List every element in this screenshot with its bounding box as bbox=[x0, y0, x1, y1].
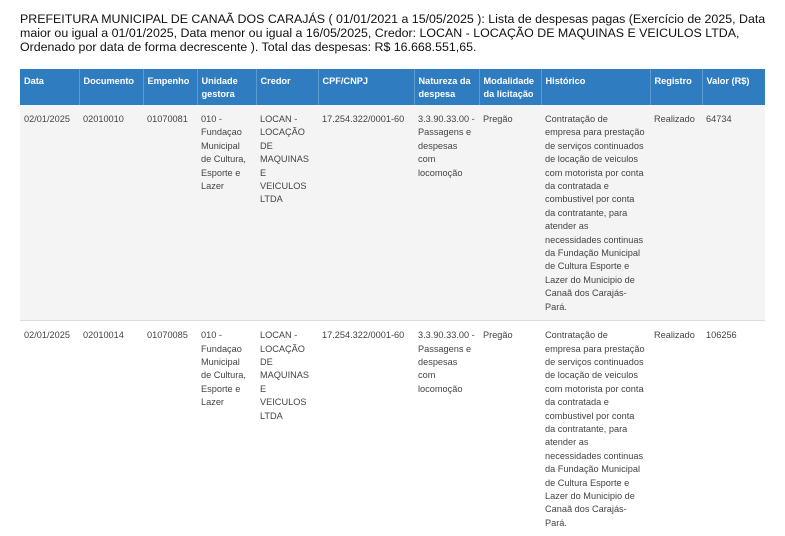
cell-historico: Contratação de empresa para prestação de serviços continuados de locação de veiculos com motorista por conta da contratada e combustivel por conta da contratante, para atender as necessidades continuas da Fundação Municipal de Cultura Esporte e Lazer do Municipio de Canaã dos Carajás-Pará. bbox=[541, 105, 650, 321]
column-header-empenho[interactable]: Empenho bbox=[143, 69, 197, 105]
table-row[interactable] bbox=[20, 321, 765, 536]
cell-natureza: 3.3.90.33.00 - Passagens e despesas com locomoção bbox=[414, 105, 479, 321]
column-header-documento[interactable]: Documento bbox=[79, 69, 143, 105]
column-header-valor[interactable]: Valor (R$) bbox=[702, 69, 765, 105]
cell-unidade-gestora: 010 - Fundaçao Municipal de Cultura, Esporte e Lazer bbox=[197, 321, 256, 536]
cell-valor: 64734 bbox=[702, 105, 765, 321]
cell-data: 02/01/2025 bbox=[20, 105, 79, 321]
table-header-row bbox=[20, 69, 765, 105]
column-header-cpf-cnpj[interactable]: CPF/CNPJ bbox=[318, 69, 414, 105]
cell-natureza: 3.3.90.33.00 - Passagens e despesas com locomoção bbox=[414, 321, 479, 536]
cell-historico: Contratação de empresa para prestação de serviços continuados de locação de veiculos com motorista por conta da contratada e combustivel por conta da contratante, para atender as necessidades continuas da Fundação Municipal de Cultura Esporte e Lazer do Municipio de Canaã dos Carajás-Pará. bbox=[541, 321, 650, 536]
cell-data: 02/01/2025 bbox=[20, 321, 79, 536]
cell-modalidade: Pregão bbox=[479, 105, 541, 321]
cell-registro: Realizado bbox=[650, 105, 702, 321]
cell-empenho: 01070085 bbox=[143, 321, 197, 536]
cell-modalidade: Pregão bbox=[479, 321, 541, 536]
cell-empenho: 01070081 bbox=[143, 105, 197, 321]
cell-cpf-cnpj: 17.254.322/0001-60 bbox=[318, 105, 414, 321]
column-header-data[interactable]: Data bbox=[20, 69, 79, 105]
cell-cpf-cnpj: 17.254.322/0001-60 bbox=[318, 321, 414, 536]
column-header-historico[interactable]: Histórico bbox=[541, 69, 650, 105]
cell-valor: 106256 bbox=[702, 321, 765, 536]
cell-credor: LOCAN - LOCAÇÃO DE MAQUINAS E VEICULOS LTDA bbox=[256, 321, 318, 536]
expenses-table bbox=[20, 69, 765, 536]
cell-unidade-gestora: 010 - Fundaçao Municipal de Cultura, Esporte e Lazer bbox=[197, 105, 256, 321]
cell-documento: 02010014 bbox=[79, 321, 143, 536]
cell-documento: 02010010 bbox=[79, 105, 143, 321]
column-header-registro[interactable]: Registro bbox=[650, 69, 702, 105]
column-header-modalidade[interactable]: Modalidade da licitação bbox=[479, 69, 541, 105]
column-header-unidade-gestora[interactable]: Unidade gestora bbox=[197, 69, 256, 105]
table-row[interactable] bbox=[20, 105, 765, 321]
cell-credor: LOCAN - LOCAÇÃO DE MAQUINAS E VEICULOS LTDA bbox=[256, 105, 318, 321]
column-header-credor[interactable]: Credor bbox=[256, 69, 318, 105]
cell-registro: Realizado bbox=[650, 321, 702, 536]
page-title: PREFEITURA MUNICIPAL DE CANAÃ DOS CARAJÁS ( 01/01/2021 a 15/05/2025 ): Lista de despesas pagas (Exercício de 2025, Data maior ou igual a 01/01/2025, Data menor ou igual a 16/05/2025, Credor: LOCAN - LOCAÇÃO DE MAQUINAS E VEICULOS LTDA, Ordenado por data de forma decrescente ). Total das despesas: R$ 16.668.551,65. bbox=[20, 12, 766, 54]
column-header-natureza[interactable]: Natureza da despesa bbox=[414, 69, 479, 105]
